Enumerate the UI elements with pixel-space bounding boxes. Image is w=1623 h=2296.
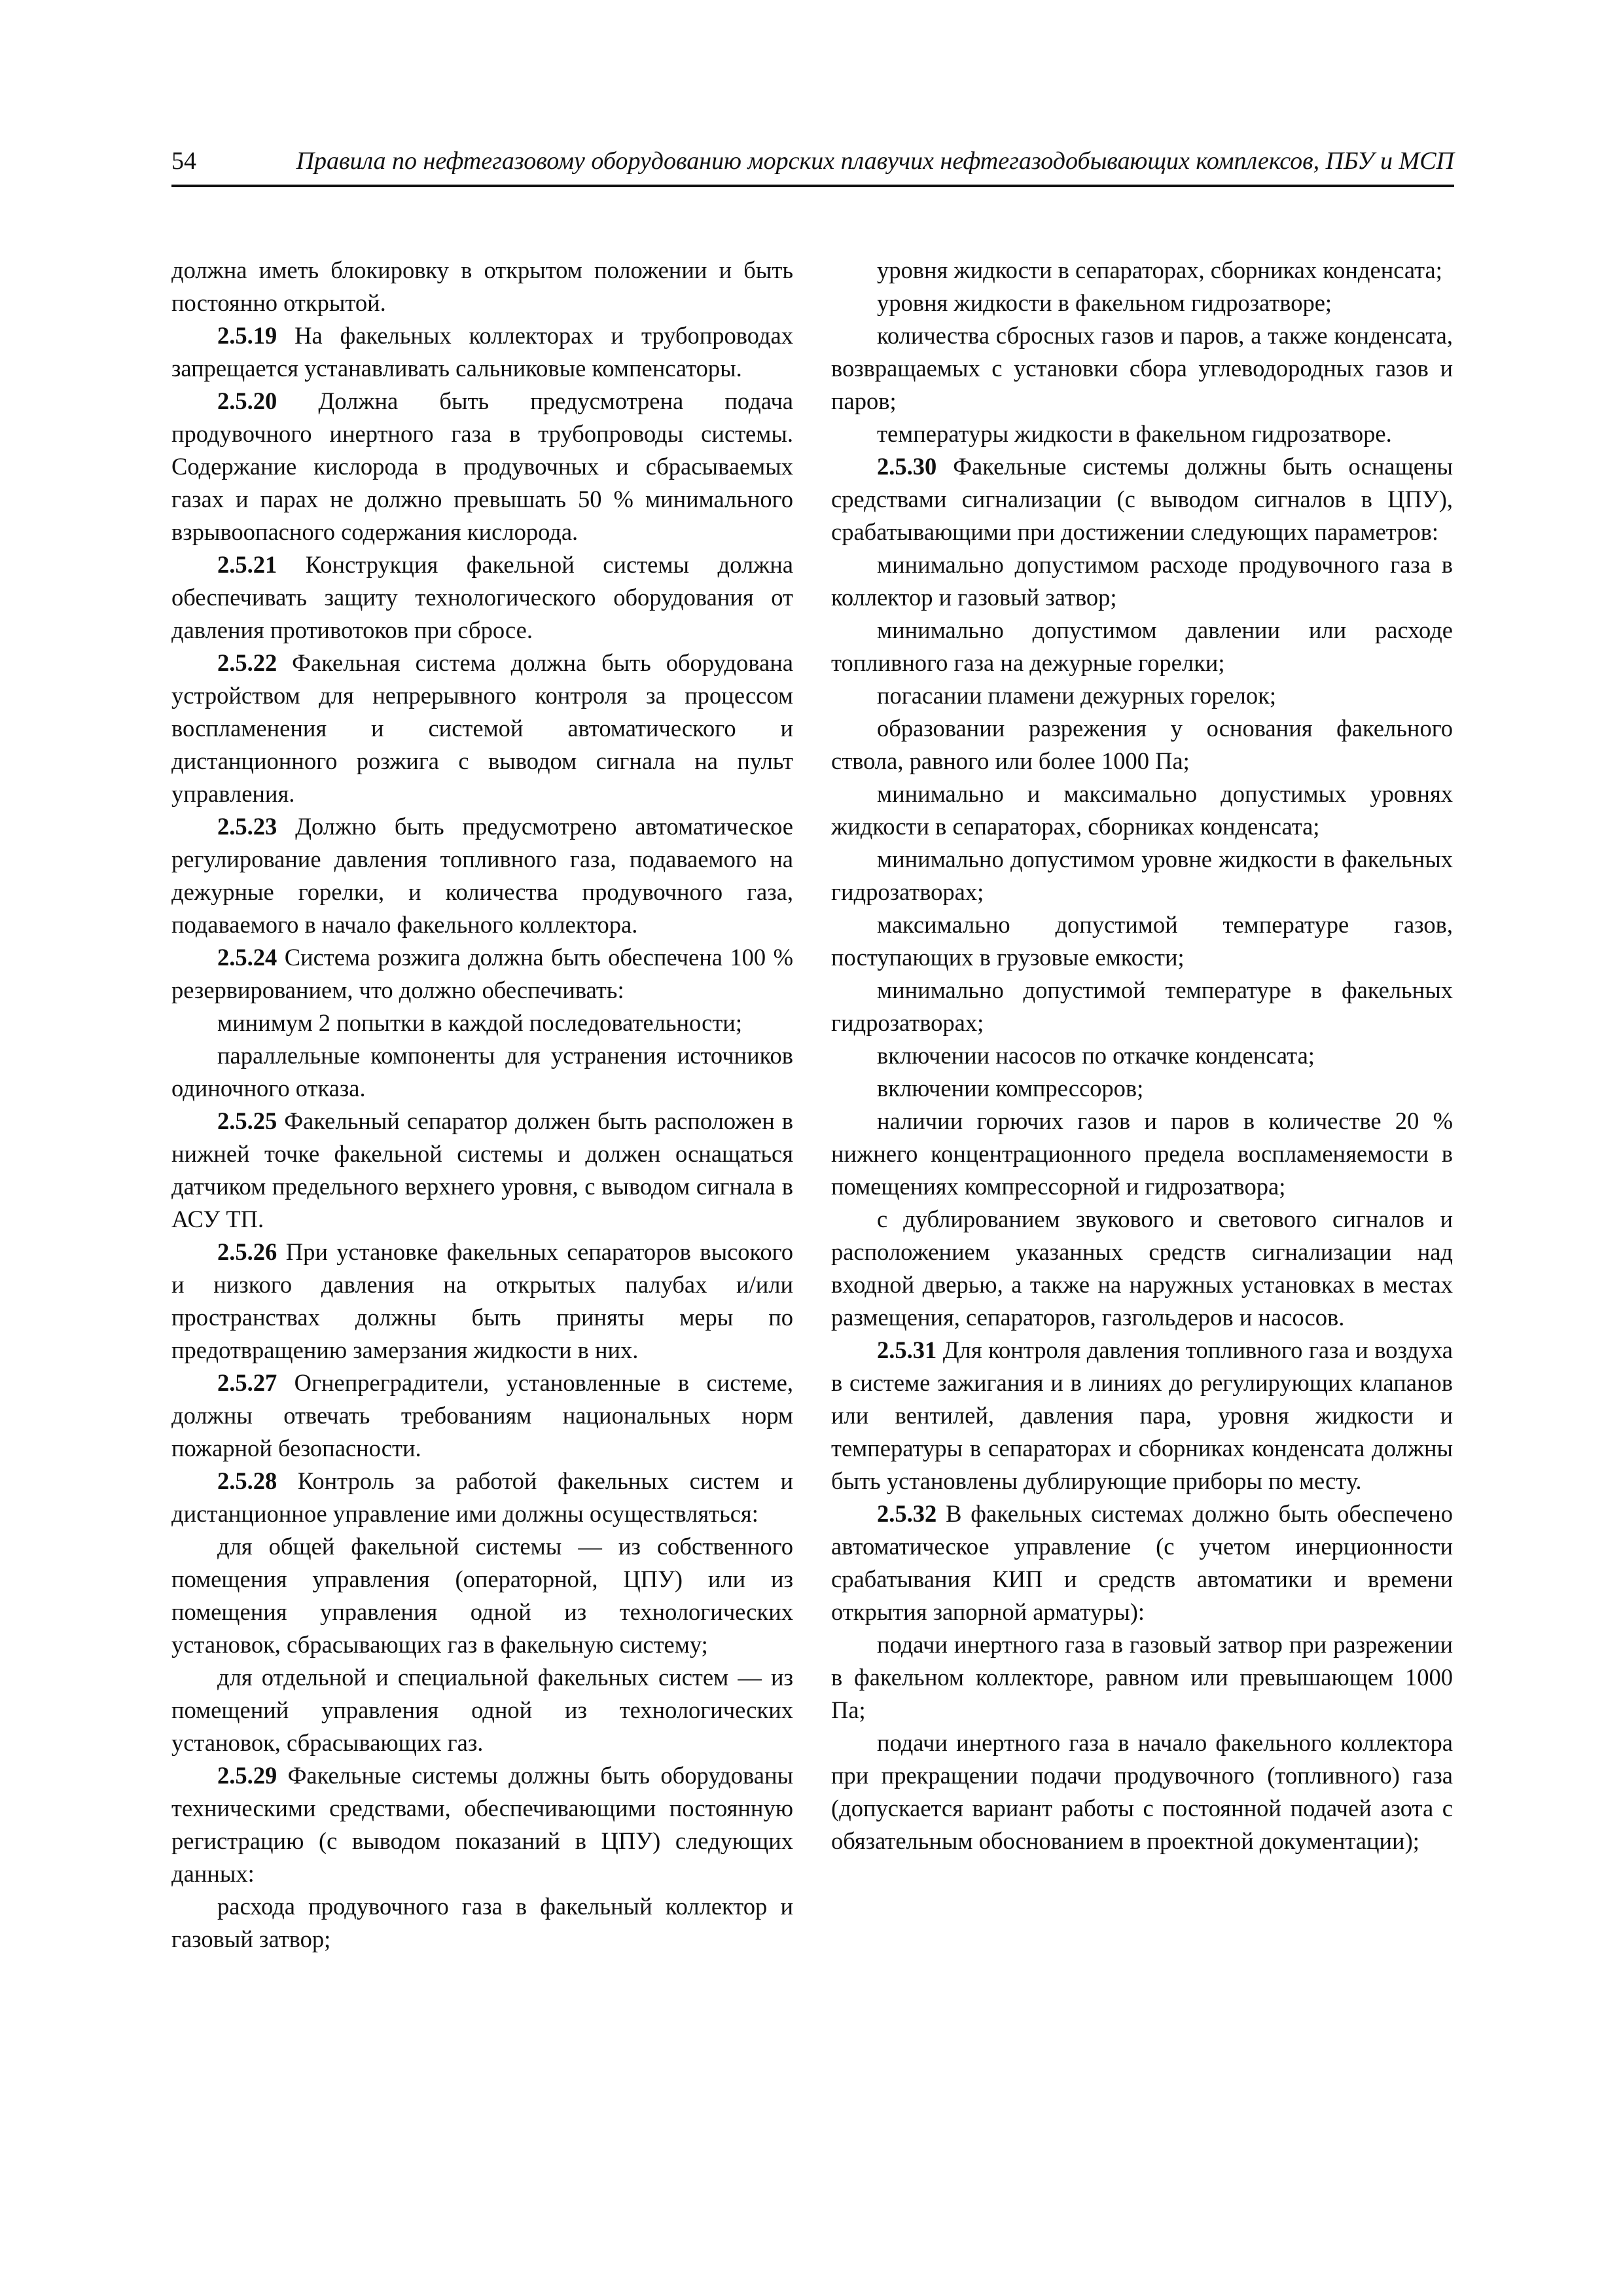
paragraph-text: с дублированием звукового и светового сигналов и расположением указанных средств сигнализации над входной дверью, а также на наружных установках в местах размещения, сепараторов, газгольдеров и насосов. xyxy=(831,1206,1453,1331)
section-number: 2.5.27 xyxy=(217,1369,277,1396)
paragraph-text: образовании разрежения у основания факельного ствола, равного или более 1000 Па; xyxy=(831,715,1453,774)
paragraph-text: наличии горючих газов и паров в количестве 20 % нижнего концентрационного предела воспламеняемости в помещениях компрессорной и гидрозатвора; xyxy=(831,1107,1453,1200)
paragraph xyxy=(831,1203,1453,1334)
paragraph xyxy=(171,385,793,548)
section-number: 2.5.24 xyxy=(217,944,277,971)
paragraph xyxy=(831,614,1453,679)
section-number: 2.5.21 xyxy=(217,551,277,578)
paragraph xyxy=(171,1367,793,1465)
section-number: 2.5.30 xyxy=(877,453,937,480)
paragraph-text: Факельные системы должны быть оснащены средствами сигнализации (с выводом сигналов в ЦПУ), срабатывающими при достижении следующих параметров: xyxy=(831,453,1453,545)
section-number: 2.5.31 xyxy=(877,1336,937,1363)
paragraph xyxy=(831,319,1453,418)
paragraph-text: параллельные компоненты для устранения источников одиночного отказа. xyxy=(171,1042,793,1102)
paragraph xyxy=(831,1727,1453,1857)
paragraph xyxy=(831,1039,1453,1072)
paragraph-text: количества сбросных газов и паров, а также конденсата, возвращаемых с установки сбора углеводородных газов и паров; xyxy=(831,322,1453,414)
paragraph-text: минимально допустимой температуре в факельных гидрозатворах; xyxy=(831,977,1453,1036)
paragraph xyxy=(831,843,1453,908)
paragraph xyxy=(831,908,1453,974)
paragraph-text: Система розжига должна быть обеспечена 100 % резервированием, что должно обеспечивать: xyxy=(171,944,793,1003)
paragraph-text: для отдельной и специальной факельных систем — из помещений управления одной из технологических установок, сбрасывающих газ. xyxy=(171,1664,793,1756)
section-number: 2.5.26 xyxy=(217,1238,277,1265)
paragraph-text: включении насосов по откачке конденсата; xyxy=(877,1042,1315,1069)
paragraph-text: минимально допустимом давлении или расходе топливного газа на дежурные горелки; xyxy=(831,617,1453,676)
paragraph-text: включении компрессоров; xyxy=(877,1075,1144,1102)
paragraph xyxy=(171,941,793,1007)
paragraph-text: максимально допустимой температуре газов, поступающих в грузовые емкости; xyxy=(831,911,1453,971)
page-header xyxy=(171,143,1454,187)
paragraph xyxy=(831,254,1453,287)
page-number: 54 xyxy=(171,147,196,175)
section-number: 2.5.19 xyxy=(217,322,277,349)
paragraph-text: минимально и максимально допустимых уровнях жидкости в сепараторах, сборниках конденсата; xyxy=(831,780,1453,840)
paragraph xyxy=(831,1334,1453,1498)
paragraph-text: должна иметь блокировку в открытом положении и быть постоянно открытой. xyxy=(171,257,793,316)
paragraph xyxy=(171,647,793,810)
paragraph xyxy=(171,1105,793,1236)
paragraph-text: уровня жидкости в факельном гидрозатворе; xyxy=(877,289,1332,316)
paragraph-text: При установке факельных сепараторов высокого и низкого давления на открытых палубах и/или пространствах должны быть приняты меры по предотвращению замерзания жидкости в них. xyxy=(171,1238,793,1363)
paragraph-text: минимум 2 попытки в каждой последовательности; xyxy=(217,1009,742,1036)
paragraph xyxy=(831,1628,1453,1727)
paragraph xyxy=(831,679,1453,712)
right-column xyxy=(831,254,1453,1857)
paragraph xyxy=(171,1890,793,1956)
paragraph-text: минимально допустимом уровне жидкости в факельных гидрозатворах; xyxy=(831,846,1453,905)
paragraph-text: Должна быть предусмотрена подача продувочного инертного газа в трубопроводы системы. Содержание кислорода в продувочных и сбрасываемых газах и парах не должно превышать 50 % минимального взрывоопасного содержания кислорода. xyxy=(171,387,793,545)
paragraph xyxy=(171,1465,793,1530)
section-number: 2.5.23 xyxy=(217,813,277,840)
paragraph-text: погасании пламени дежурных горелок; xyxy=(877,682,1276,709)
paragraph xyxy=(831,418,1453,450)
paragraph xyxy=(831,778,1453,843)
paragraph-text: Для контроля давления топливного газа и воздуха в системе зажигания и в линиях до регулирующих клапанов или вентилей, давления пара, уровня жидкости и температуры в сепараторах и сборниках конденсата должны быть установлены дублирующие приборы по месту. xyxy=(831,1336,1453,1494)
paragraph-text: подачи инертного газа в начало факельного коллектора при прекращении подачи продувочного (топливного) газа (допускается вариант работы с постоянной подачей азота с обязательным обоснованием в проектной документации); xyxy=(831,1729,1453,1854)
paragraph xyxy=(831,712,1453,778)
paragraph-text: минимально допустимом расходе продувочного газа в коллектор и газовый затвор; xyxy=(831,551,1453,611)
paragraph-text: Огнепреградители, установленные в системе, должны отвечать требованиям национальных норм пожарной безопасности. xyxy=(171,1369,793,1462)
paragraph xyxy=(171,1039,793,1105)
paragraph-text: Конструкция факельной системы должна обеспечивать защиту технологического оборудования от давления противотоков при сбросе. xyxy=(171,551,793,643)
paragraph xyxy=(171,1530,793,1661)
running-title: Правила по нефтегазовому оборудованию морских плавучих нефтегазодобывающих комплексов, ПБУ и МСП xyxy=(296,147,1454,175)
section-number: 2.5.20 xyxy=(217,387,277,414)
paragraph xyxy=(831,974,1453,1039)
section-number: 2.5.32 xyxy=(877,1500,937,1527)
paragraph xyxy=(831,1498,1453,1628)
paragraph xyxy=(831,450,1453,548)
section-number: 2.5.29 xyxy=(217,1762,277,1789)
paragraph-text: Факельные системы должны быть оборудованы техническими средствами, обеспечивающими постоянную регистрацию (с выводом показаний в ЦПУ) следующих данных: xyxy=(171,1762,793,1887)
paragraph-text: Факельная система должна быть оборудована устройством для непрерывного контроля за процессом воспламенения и системой автоматического и дистанционного розжига с выводом сигнала на пульт управления. xyxy=(171,649,793,807)
paragraph-text: В факельных системах должно быть обеспечено автоматическое управление (с учетом инерционности срабатывания КИП и средств автоматики и времени открытия запорной арматуры): xyxy=(831,1500,1453,1625)
paragraph-text: расхода продувочного газа в факельный коллектор и газовый затвор; xyxy=(171,1893,793,1952)
paragraph-text: температуры жидкости в факельном гидрозатворе. xyxy=(877,420,1392,447)
paragraph-text: для общей факельной системы — из собственного помещения управления (операторной, ЦПУ) или из помещения управления одной из технологических установок, сбрасывающих газ в факельную систему; xyxy=(171,1533,793,1658)
paragraph xyxy=(171,1236,793,1367)
paragraph-text: Факельный сепаратор должен быть расположен в нижней точке факельной системы и должен оснащаться датчиком предельного верхнего уровня, с выводом сигнала в АСУ ТП. xyxy=(171,1107,793,1232)
paragraph xyxy=(831,548,1453,614)
paragraph xyxy=(831,1072,1453,1105)
paragraph-text: На факельных коллекторах и трубопроводах запрещается устанавливать сальниковые компенсаторы. xyxy=(171,322,793,382)
paragraph-text: уровня жидкости в сепараторах, сборниках конденсата; xyxy=(877,257,1442,283)
section-number: 2.5.25 xyxy=(217,1107,277,1134)
paragraph xyxy=(171,1661,793,1759)
section-number: 2.5.22 xyxy=(217,649,277,676)
paragraph-text: Должно быть предусмотрено автоматическое регулирование давления топливного газа, подаваемого на дежурные горелки, и количества продувочного газа, подаваемого в начало факельного коллектора. xyxy=(171,813,793,938)
paragraph xyxy=(171,548,793,647)
section-number: 2.5.28 xyxy=(217,1467,277,1494)
paragraph xyxy=(171,319,793,385)
paragraph xyxy=(171,254,793,319)
left-column xyxy=(171,254,793,1956)
paragraph xyxy=(171,1759,793,1890)
paragraph xyxy=(171,1007,793,1039)
paragraph xyxy=(831,1105,1453,1203)
paragraph-text: подачи инертного газа в газовый затвор при разрежении в факельном коллекторе, равном или превышающем 1000 Па; xyxy=(831,1631,1453,1723)
paragraph xyxy=(831,287,1453,319)
paragraph-text: Контроль за работой факельных систем и дистанционное управление ими должны осуществляться: xyxy=(171,1467,793,1527)
paragraph xyxy=(171,810,793,941)
